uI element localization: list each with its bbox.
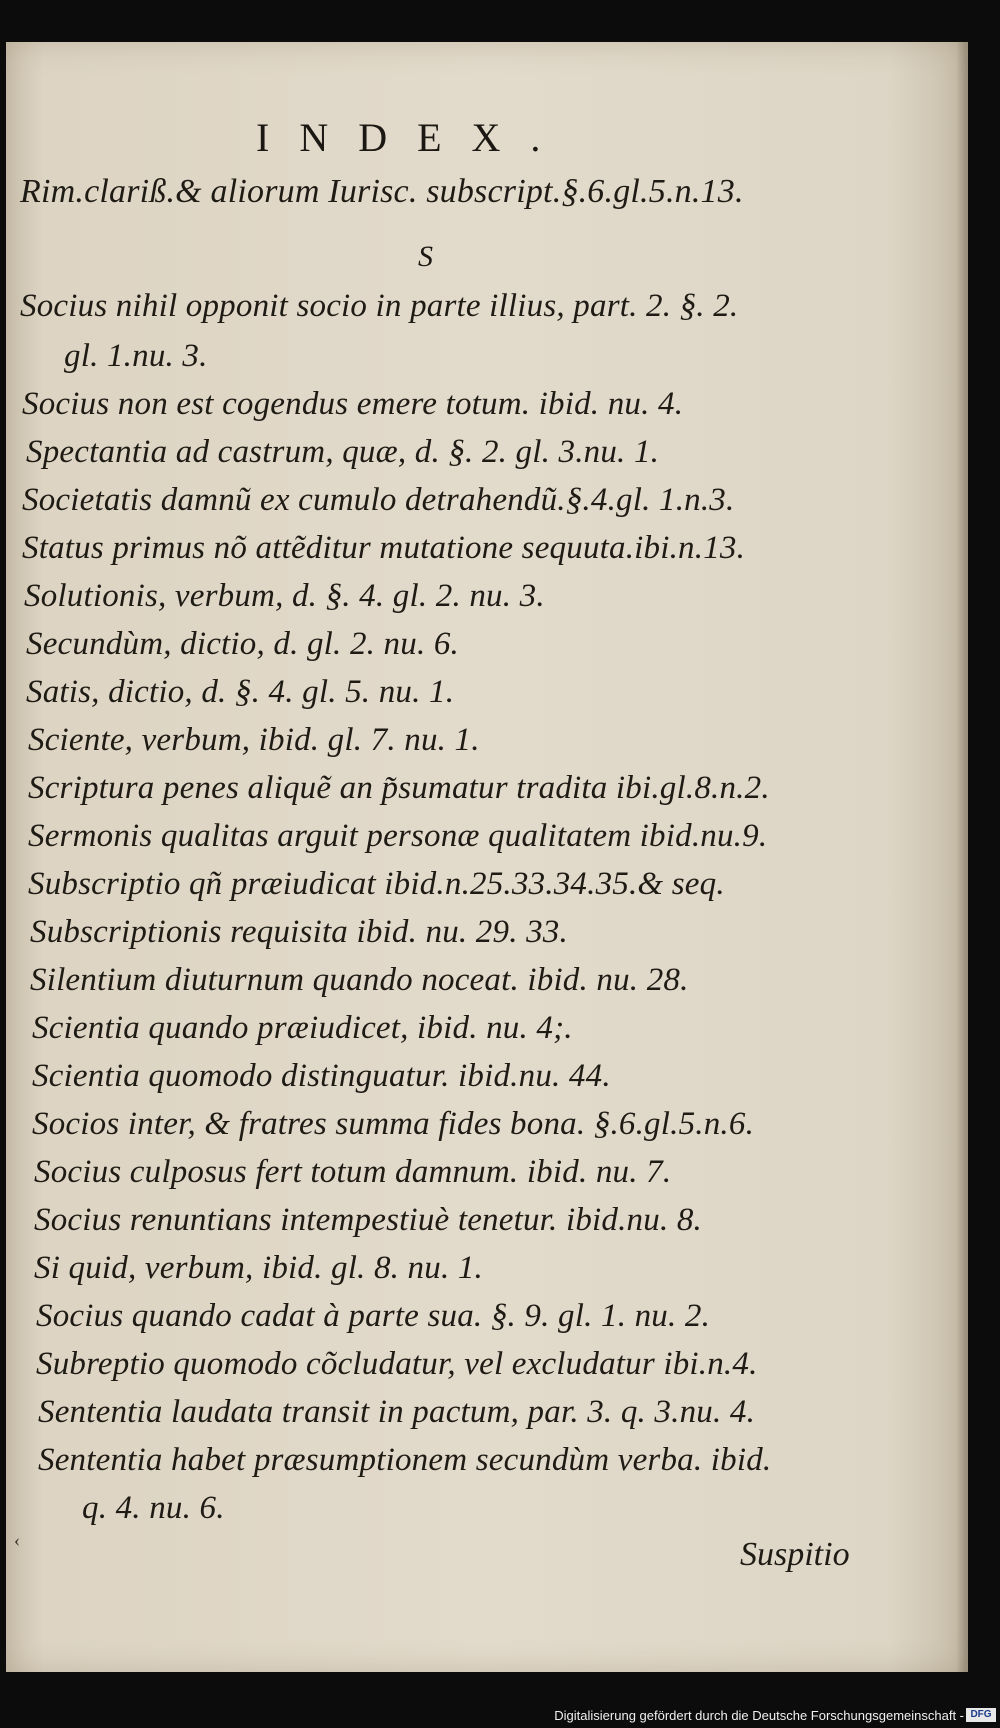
index-entry: Socius quando cadat à parte sua. §. 9. gl. 1. nu. 2. — [36, 1298, 711, 1334]
index-entry: Socius renuntians intempestiuè tenetur. ibid.nu. 8. — [34, 1202, 702, 1238]
index-entries — [16, 42, 936, 1542]
ink-speck: ‹ — [14, 1530, 20, 1550]
index-entry: Solutionis, verbum, d. §. 4. gl. 2. nu. 3. — [24, 578, 545, 614]
index-entry: Subreptio quomodo cõcludatur, vel excludatur ibi.n.4. — [36, 1346, 758, 1382]
index-entry: Si quid, verbum, ibid. gl. 8. nu. 1. — [34, 1250, 484, 1286]
index-entry: Silentium diuturnum quando noceat. ibid. nu. 28. — [30, 962, 689, 998]
catchword: Suspitio — [740, 1536, 850, 1573]
index-entry: Subscriptionis requisita ibid. nu. 29. 33. — [30, 914, 568, 950]
index-entry: Satis, dictio, d. §. 4. gl. 5. nu. 1. — [26, 674, 455, 710]
digitization-credit: Digitalisierung gefördert durch die Deutsche Forschungsgemeinschaft - — [554, 1708, 964, 1723]
index-entry: Socius culposus fert totum damnum. ibid. nu. 7. — [34, 1154, 672, 1190]
index-entry: Socios inter, & fratres summa fides bona. §.6.gl.5.n.6. — [32, 1106, 755, 1142]
index-entry: Subscriptio qñ præiudicat ibid.n.25.33.34.35.& seq. — [28, 866, 725, 902]
index-entry: Spectantia ad castrum, quæ, d. §. 2. gl. 3.nu. 1. — [26, 434, 660, 470]
index-entry: Scientia quomodo distinguatur. ibid.nu. 44. — [32, 1058, 611, 1094]
index-entry: Scientia quando præiudicet, ibid. nu. 4;. — [32, 1010, 573, 1046]
book-page — [6, 42, 968, 1672]
section-letter: S — [418, 240, 433, 273]
index-entry: Sententia laudata transit in pactum, par. 3. q. 3.nu. 4. — [38, 1394, 756, 1430]
page-header-title: INDEX. — [256, 115, 571, 160]
index-entry: Scriptura penes aliquẽ an p̃sumatur tradita ibi.gl.8.n.2. — [28, 770, 770, 806]
dfg-logo: DFG — [966, 1708, 996, 1722]
index-entry: Societatis damnũ ex cumulo detrahendũ.§.4.gl. 1.n.3. — [22, 482, 735, 518]
index-entry: Sciente, verbum, ibid. gl. 7. nu. 1. — [28, 722, 480, 758]
index-entry: Sententia habet præsumptionem secundùm verba. ibid. — [38, 1442, 772, 1478]
index-entry: Socius non est cogendus emere totum. ibid. nu. 4. — [22, 386, 684, 422]
index-entry: Rim.clariß.& aliorum Iurisc. subscript.§.6.gl.5.n.13. — [20, 173, 744, 210]
index-entry: Sermonis qualitas arguit personæ qualitatem ibid.nu.9. — [28, 818, 768, 854]
index-entry-continuation: gl. 1.nu. 3. — [64, 338, 208, 374]
index-entry: Socius nihil opponit socio in parte illius, part. 2. §. 2. — [20, 288, 739, 324]
index-entry: Secundùm, dictio, d. gl. 2. nu. 6. — [26, 626, 459, 662]
page-edge-shadow — [956, 42, 966, 1672]
index-entry: Status primus nõ attẽditur mutatione sequuta.ibi.n.13. — [22, 530, 746, 566]
index-entry-continuation: q. 4. nu. 6. — [82, 1490, 225, 1526]
